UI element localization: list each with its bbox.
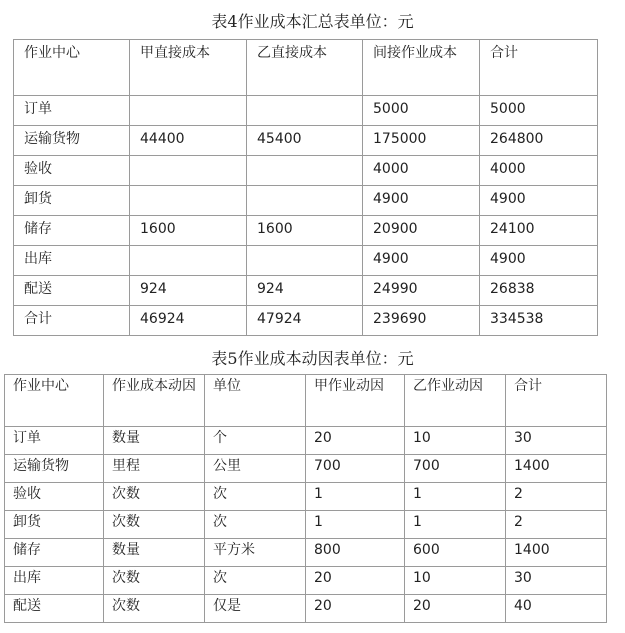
table4-cell: 20900 [363,216,480,246]
table5-cell: 出库 [5,567,104,595]
table4-cell: 47924 [247,306,363,336]
table5-row [5,427,607,455]
table4-cell [247,156,363,186]
table4-cell: 5000 [363,96,480,126]
table4-cell: 验收 [14,156,130,186]
table5-cell: 1400 [506,539,607,567]
table4-row [14,186,598,216]
table5-row [5,511,607,539]
table5-cell: 30 [506,427,607,455]
table5-cell: 平方米 [205,539,306,567]
table5-cell: 仅是 [205,595,306,623]
table5-cell: 次数 [104,595,205,623]
table5-header-cell: 作业成本动因 [104,375,205,427]
table5-cell: 1 [405,483,506,511]
table4-cell: 24100 [480,216,598,246]
table5-cell: 里程 [104,455,205,483]
table4-cell: 24990 [363,276,480,306]
table5-cell: 800 [306,539,405,567]
table4-cell: 44400 [130,126,247,156]
table4-cell [130,186,247,216]
table5-cell: 20 [405,595,506,623]
table4-cell: 订单 [14,96,130,126]
table5-cell: 卸货 [5,511,104,539]
table5-cell: 20 [306,567,405,595]
table5-cell: 20 [306,427,405,455]
table5-cell: 储存 [5,539,104,567]
table5-cell: 个 [205,427,306,455]
table5-cell: 次数 [104,567,205,595]
table4-caption: 表4作业成本汇总表单位：元 [211,12,414,31]
table4-row [14,216,598,246]
table5-cell: 2 [506,483,607,511]
table5-header-cell: 合计 [506,375,607,427]
table4-header-row [14,40,598,96]
table4-cell: 264800 [480,126,598,156]
table5-cell: 订单 [5,427,104,455]
table4-row [14,156,598,186]
table5-cell: 次数 [104,483,205,511]
table4-cell: 45400 [247,126,363,156]
table4-cell [130,96,247,126]
table4-header-cell: 甲直接成本 [130,40,247,96]
table5-row [5,539,607,567]
table5-row [5,483,607,511]
table4-cell: 26838 [480,276,598,306]
table4-cell: 出库 [14,246,130,276]
table5-cell: 配送 [5,595,104,623]
table4-cell: 4900 [363,186,480,216]
table5-cell: 公里 [205,455,306,483]
table4-cell: 1600 [130,216,247,246]
table5-cell: 700 [405,455,506,483]
table4-header-cell: 乙直接成本 [247,40,363,96]
table4-cell: 配送 [14,276,130,306]
table5-row [5,567,607,595]
table4-row [14,126,598,156]
table5-cell: 10 [405,567,506,595]
table4-cell: 46924 [130,306,247,336]
table4-cell: 4000 [363,156,480,186]
table5-cell: 数量 [104,539,205,567]
table4-cell: 卸货 [14,186,130,216]
table4-header-cell: 间接作业成本 [363,40,480,96]
table4-cell [130,156,247,186]
table4-cell: 4900 [480,246,598,276]
table4-cell: 运输货物 [14,126,130,156]
table4-cell: 924 [247,276,363,306]
table4-cell: 储存 [14,216,130,246]
table4-row [14,96,598,126]
table5-row [5,595,607,623]
table4-cell: 5000 [480,96,598,126]
table5-cell: 1400 [506,455,607,483]
table4-cell: 1600 [247,216,363,246]
table5-cell: 次 [205,483,306,511]
table5-cell: 验收 [5,483,104,511]
table5-cell: 600 [405,539,506,567]
table4-cell: 924 [130,276,247,306]
table4-cell [247,246,363,276]
table4-row [14,306,598,336]
table5-cell: 1 [405,511,506,539]
table5-cell: 次 [205,511,306,539]
table4-header-cell: 作业中心 [14,40,130,96]
table5-header-cell: 甲作业动因 [306,375,405,427]
table5-cell: 次 [205,567,306,595]
table4-cell: 合计 [14,306,130,336]
table4-cell [247,96,363,126]
table4-cell: 334538 [480,306,598,336]
table5-cell: 700 [306,455,405,483]
table4-cell: 175000 [363,126,480,156]
table4-header-cell: 合计 [480,40,598,96]
table5-cell: 数量 [104,427,205,455]
table5-cell: 2 [506,511,607,539]
table4-cell [247,186,363,216]
table5-cell: 10 [405,427,506,455]
cost-driver-table [4,374,607,623]
table5-caption: 表5作业成本动因表单位：元 [211,349,414,368]
table5-row [5,455,607,483]
table4-cell: 239690 [363,306,480,336]
table4-cell: 4000 [480,156,598,186]
table5-cell: 40 [506,595,607,623]
table5-header-row [5,375,607,427]
table5-cell: 运输货物 [5,455,104,483]
table5-header-cell: 乙作业动因 [405,375,506,427]
table4-cell: 4900 [480,186,598,216]
table4-cell [130,246,247,276]
table4-row [14,246,598,276]
cost-summary-table [13,39,598,336]
table5-cell: 20 [306,595,405,623]
table5-cell: 1 [306,483,405,511]
table5-cell: 次数 [104,511,205,539]
table4-row [14,276,598,306]
table5-cell: 1 [306,511,405,539]
table5-header-cell: 单位 [205,375,306,427]
table4-cell: 4900 [363,246,480,276]
table5-cell: 30 [506,567,607,595]
table5-header-cell: 作业中心 [5,375,104,427]
